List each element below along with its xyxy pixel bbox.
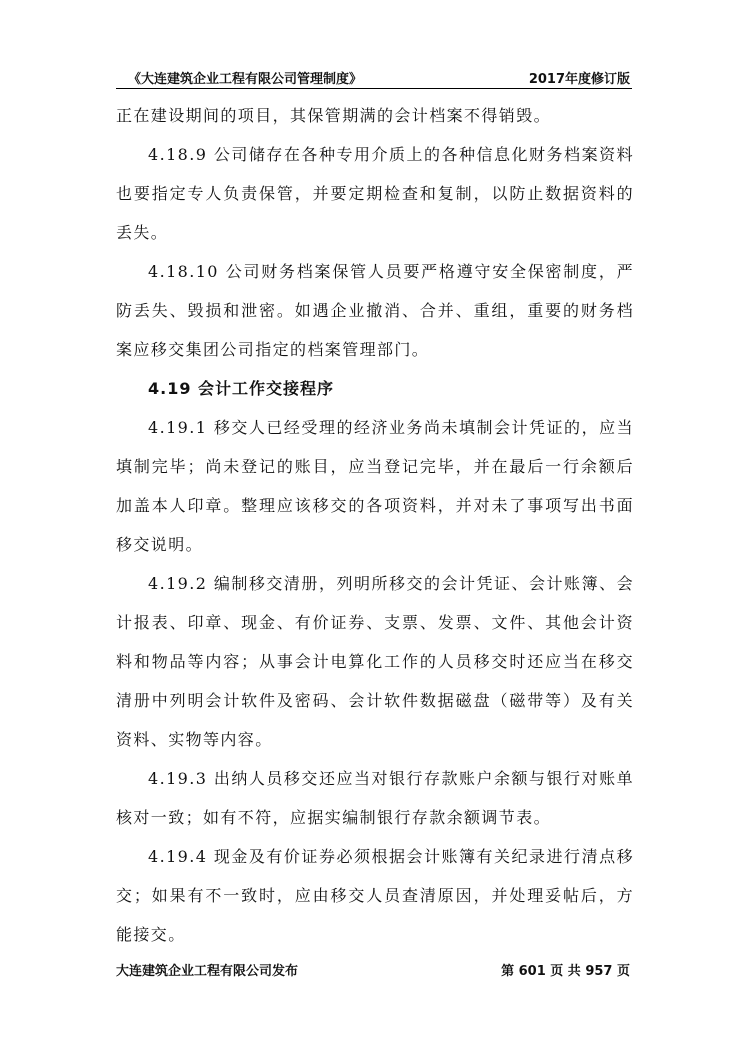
page-footer (116, 960, 632, 980)
page-number: 第 601 页 共 957 页 (501, 964, 630, 979)
paragraph-4-18-9: 4.18.9 公司储存在各种专用介质上的各种信息化财务档案资料也要指定专人负责保管，并要定期检查和复制，以防止数据资料的丢失。 (116, 145, 634, 242)
paragraph-continuation: 正在建设期间的项目，其保管期满的会计档案不得销毁。 (116, 106, 552, 125)
paragraph-4-19-1: 4.19.1 移交人已经受理的经济业务尚未填制会计凭证的，应当填制完毕；尚未登记的账目，应当登记完毕，并在最后一行余额后加盖本人印章。整理应该移交的各项资料，并对未了事项写出书面移交说明。 (116, 418, 634, 554)
document-body (116, 96, 634, 954)
page-header (116, 66, 632, 89)
paragraph-4-19-3: 4.19.3 出纳人员移交还应当对银行存款账户余额与银行对账单核对一致；如有不符，应据实编制银行存款余额调节表。 (116, 769, 634, 827)
paragraph-4-19-4: 4.19.4 现金及有价证券必须根据会计账簿有关纪录进行清点移交；如果有不一致时，应由移交人员查清原因，并处理妥帖后，方能接交。 (116, 847, 634, 944)
paragraph-4-19-2: 4.19.2 编制移交清册，列明所移交的会计凭证、会计账簿、会计报表、印章、现金、有价证券、支票、发票、文件、其他会计资料和物品等内容；从事会计电算化工作的人员移交时还应当在移交清册中列明会计软件及密码、会计软件数据磁盘（磁带等）及有关资料、实物等内容。 (116, 574, 634, 749)
paragraph-4-18-10: 4.18.10 公司财务档案保管人员要严格遵守安全保密制度，严防丢失、毁损和泄密。如遇企业撤消、合并、重组，重要的财务档案应移交集团公司指定的档案管理部门。 (116, 262, 634, 359)
publisher-label: 大连建筑企业工程有限公司发布 (116, 964, 299, 979)
version-label: 2017年度修订版 (528, 72, 630, 87)
document-title: 《大连建筑企业工程有限公司管理制度》 (128, 72, 363, 87)
section-heading-4-19: 4.19 会计工作交接程序 (148, 379, 335, 398)
